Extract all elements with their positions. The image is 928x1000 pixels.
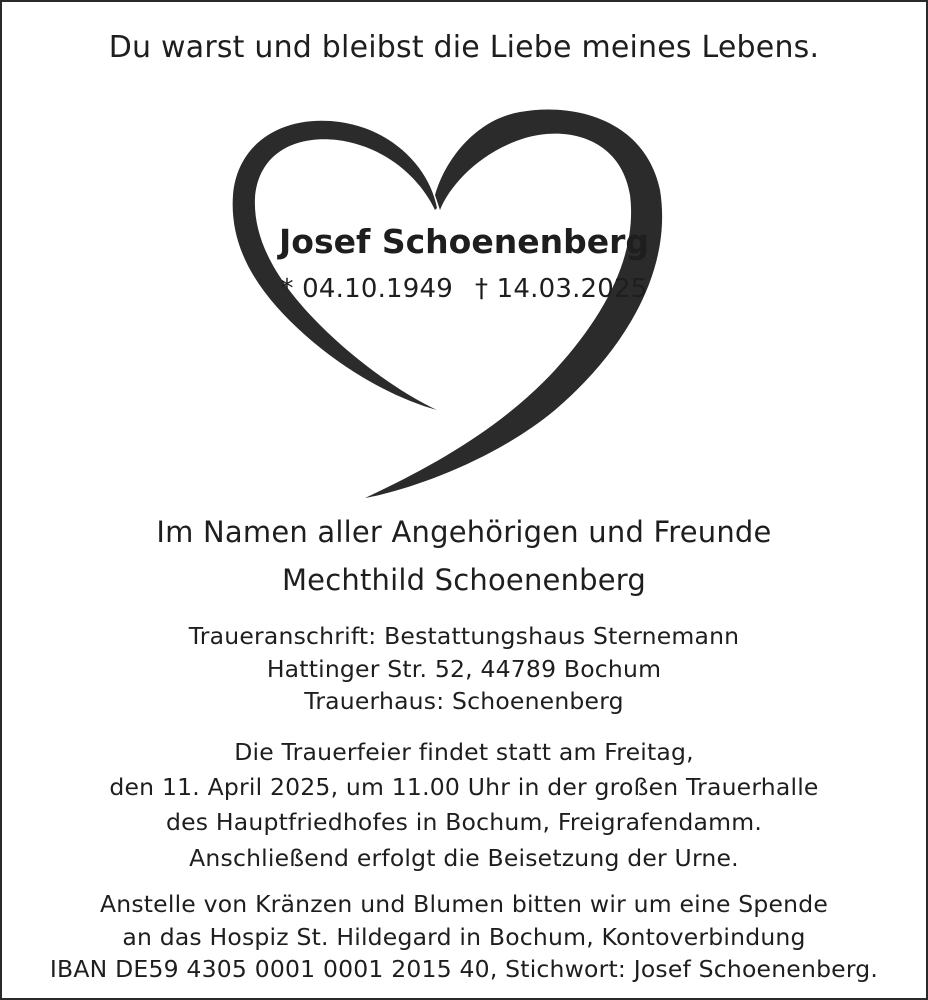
life-dates bbox=[0, 274, 928, 304]
deceased-name: Josef Schoenenberg bbox=[279, 222, 649, 261]
donation-line-3: IBAN DE59 4305 0001 0001 2015 40, Stichwort: Josef Schoenenberg. bbox=[49, 955, 879, 983]
funeral-info-line-1: Die Trauerfeier findet statt am Freitag, bbox=[234, 738, 694, 766]
birth-date: * 04.10.1949 bbox=[280, 274, 453, 304]
donation-line-2: an das Hospiz St. Hildegard in Bochum, Kontoverbindung bbox=[122, 923, 806, 951]
mourning-address-line-1: Traueranschrift: Bestattungshaus Sternemann bbox=[188, 622, 740, 650]
mourning-address-line-3: Trauerhaus: Schoenenberg bbox=[304, 687, 624, 715]
mourning-address-line-2: Hattinger Str. 52, 44789 Bochum bbox=[266, 655, 662, 683]
signature-name: Mechthild Schoenenberg bbox=[281, 563, 647, 597]
funeral-info-line-2: den 11. April 2025, um 11.00 Uhr in der großen Trauerhalle bbox=[109, 773, 819, 801]
funeral-info-line-3: des Hauptfriedhofes in Bochum, Freigrafendamm. bbox=[166, 808, 762, 836]
funeral-info-line-4: Anschließend erfolgt die Beisetzung der Urne. bbox=[189, 844, 739, 872]
signature-line-1: Im Namen aller Angehörigen und Freunde bbox=[156, 515, 772, 549]
death-date: † 14.03.2025 bbox=[475, 274, 648, 304]
donation-line-1: Anstelle von Kränzen und Blumen bitten wir um eine Spende bbox=[99, 890, 829, 918]
motto-text: Du warst und bleibst die Liebe meines Lebens. bbox=[108, 30, 820, 65]
